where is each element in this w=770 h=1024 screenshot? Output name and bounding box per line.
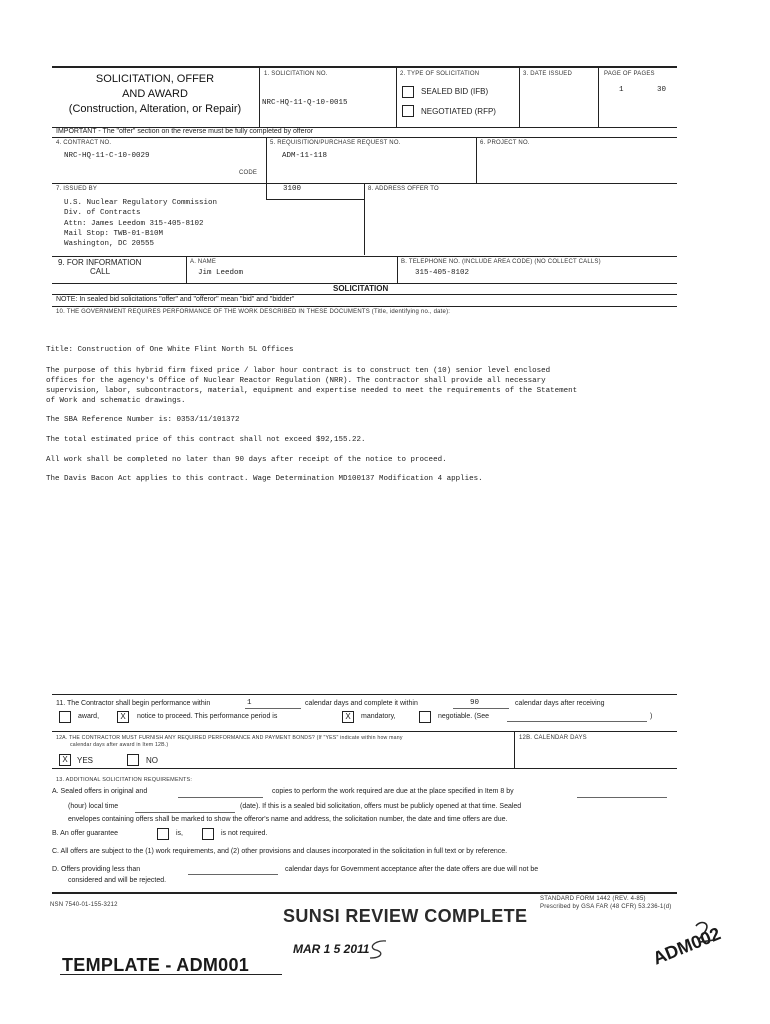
notice-to-proceed-checkbox[interactable]: X <box>117 711 129 723</box>
info-call-label-1: 9. FOR INFORMATION <box>58 258 142 267</box>
form-top-rule <box>52 66 677 68</box>
item-13a-text-1: A. Sealed offers in original and <box>52 788 148 795</box>
template-stamp-underline <box>60 974 282 975</box>
mandatory-label: mandatory, <box>361 713 396 720</box>
complete-days-line <box>453 708 509 709</box>
bonds-no-checkbox[interactable] <box>127 754 139 766</box>
solicitation-section-header: SOLICITATION <box>333 284 389 293</box>
contract-divider-2 <box>476 137 477 183</box>
guarantee-is-checkbox[interactable] <box>157 828 169 840</box>
local-time-line <box>135 812 235 813</box>
sba-reference: The SBA Reference Number is: 0353/11/101372 <box>46 416 240 424</box>
info-phone-label: B. TELEPHONE NO. (INCLUDE AREA CODE) (NO COLLECT CALLS) <box>401 259 601 265</box>
negotiable-checkbox[interactable] <box>419 711 431 723</box>
item-10-label: 10. THE GOVERNMENT REQUIRES PERFORMANCE OF THE WORK DESCRIBED IN THESE DOCUMENTS (Title, identifying no., date): <box>56 309 451 315</box>
purpose-line-2: offices for the agency's Office of Nuclear Reactor Regulation (NRR). The contractor shall provide all necessary <box>46 377 546 385</box>
item-13b-text-3: is not required. <box>221 830 268 837</box>
sealed-bid-note: NOTE: In sealed bid solicitations "offer" and "offeror" mean "bid" and "bidder" <box>56 296 295 303</box>
item-11-text-b: calendar days and complete it within <box>305 700 418 707</box>
project-no-label: 6. PROJECT NO. <box>480 140 530 146</box>
bonds-yes-checkbox[interactable]: X <box>59 754 71 766</box>
info-divider-2 <box>397 256 398 284</box>
item-12-top-rule <box>52 731 677 732</box>
purpose-paragraph <box>46 366 577 406</box>
due-by-line <box>577 797 667 798</box>
item-12-bottom-rule <box>52 768 677 769</box>
issuing-office-address <box>64 198 217 249</box>
mandatory-checkbox[interactable]: X <box>342 711 354 723</box>
item-11-top-rule <box>52 694 677 695</box>
negotiated-checkbox[interactable] <box>402 105 414 117</box>
item-12-divider <box>514 731 515 768</box>
contract-divider-1 <box>266 137 267 183</box>
info-phone-value: 315-405-8102 <box>415 269 470 277</box>
page-of-pages-label: PAGE OF PAGES <box>604 71 655 77</box>
address-line-2: Div. of Contracts <box>64 209 141 218</box>
solicitation-no-value: NRC-HQ-11-Q-10-0015 <box>262 99 348 107</box>
item-12a-label: 12A. THE CONTRACTOR MUST FURNISH ANY REQUIRED PERFORMANCE AND PAYMENT BONDS? (If "YES" indicate within how many <box>56 735 403 741</box>
complete-days-value: 90 <box>470 699 480 707</box>
item-13a-text-3: (hour) local time <box>68 803 119 810</box>
negotiated-label: NEGOTIATED (RFP) <box>421 107 496 116</box>
important-rule <box>52 137 677 138</box>
header-divider-4 <box>598 67 599 127</box>
completion-terms: All work shall be completed no later than 90 days after receipt of the notice to proceed. <box>46 456 447 464</box>
contract-no-label: 4. CONTRACT NO. <box>56 140 112 146</box>
purpose-line-1: The purpose of this hybrid firm fixed price / labor hour contract is to construct ten (10) senior level enclosed <box>46 367 551 375</box>
corner-adm-stamp: ADM002 <box>650 923 724 969</box>
sealed-bid-checkbox[interactable] <box>402 86 414 98</box>
header-divider-1 <box>259 67 260 127</box>
form-title-line-3: (Construction, Alteration, or Repair) <box>68 103 242 115</box>
address-line-3: Attn: James Leedom 315-405-8102 <box>64 219 204 228</box>
sunsi-review-stamp: SUNSI REVIEW COMPLETE <box>283 906 528 926</box>
code-box-bottom <box>266 199 364 200</box>
begin-days-value: 1 <box>247 699 252 707</box>
item-13a-text-2: copies to perform the work required are due at the place specified in Item 8 by <box>272 788 514 795</box>
item-12b-label: 12B. CALENDAR DAYS <box>519 735 587 741</box>
requisition-value: ADM-11-118 <box>282 152 328 160</box>
header-divider-2 <box>396 67 397 127</box>
negotiable-close-paren: ) <box>650 713 653 720</box>
type-of-solicitation-label: 2. TYPE OF SOLICITATION <box>400 71 480 77</box>
date-issued-label: 3. DATE ISSUED <box>523 71 573 77</box>
sealed-bid-label: SEALED BID (IFB) <box>421 87 489 96</box>
form-title <box>56 72 254 117</box>
code-box-left <box>266 183 267 199</box>
item-13-label: 13. ADDITIONAL SOLICITATION REQUIREMENTS: <box>56 777 193 783</box>
estimated-price: The total estimated price of this contract shall not exceed $92,155.22. <box>46 436 366 444</box>
award-checkbox[interactable] <box>59 711 71 723</box>
item-13b-text-2: is, <box>176 830 183 837</box>
handwritten-mark <box>690 920 720 946</box>
purpose-line-4: of Work and schematic drawings. <box>46 397 186 405</box>
work-title: Title: Construction of One White Flint North 5L Offices <box>46 346 294 354</box>
form-bottom-rule <box>52 892 677 894</box>
info-name-value: Jim Leedom <box>198 269 244 277</box>
total-pages: 30 <box>657 86 667 94</box>
item-12a-label-2: calendar days after award in Item 12B.) <box>70 742 169 748</box>
item-13d-text-1: D. Offers providing less than <box>52 866 141 873</box>
address-line-5: Washington, DC 20555 <box>64 240 155 249</box>
item-13d-text-3: considered and will be rejected. <box>68 877 167 884</box>
important-note: IMPORTANT - The "offer" section on the reverse must be fully completed by offeror <box>56 128 314 135</box>
purpose-line-3: supervision, labor, subcontractors, material, equipment and expertise needed to meet the requirements of the Statement <box>46 387 578 395</box>
date-stamp-flourish <box>364 938 394 962</box>
bonds-no-label: NO <box>146 756 158 765</box>
address-divider <box>364 183 365 255</box>
info-name-label: A. NAME <box>190 259 217 265</box>
item-13d-text-2: calendar days for Government acceptance after the date offers are due will not be <box>285 866 539 873</box>
item-13c-text: C. All offers are subject to the (1) work requirements, and (2) other provisions and clauses incorporated in the solicitation in full text or by reference. <box>52 848 508 855</box>
standard-form-number: STANDARD FORM 1442 (REV. 4-85) <box>540 896 646 902</box>
item-13a-text-5: envelopes containing offers shall be marked to show the offeror's name and address, the solicitation number, the date and time offers are due. <box>68 816 508 823</box>
issued-by-label: 7. ISSUED BY <box>56 186 98 192</box>
solicitation-header-rule <box>52 294 677 295</box>
note-rule <box>52 306 677 307</box>
prescribed-by: Prescribed by GSA FAR (48 CFR) 53.236-1(d) <box>540 904 672 910</box>
notice-to-proceed-label: notice to proceed. This performance period is <box>137 713 278 720</box>
address-line-4: Mail Stop: TWB-01-B10M <box>64 229 164 238</box>
info-divider-1 <box>186 256 187 284</box>
nsn-number: NSN 7540-01-155-3212 <box>50 902 118 908</box>
item-13a-text-4: (date). If this is a sealed bid solicitation, offers must be publicly opened at that time. Sealed <box>240 803 522 810</box>
contract-no-value: NRC-HQ-11-C-10-0029 <box>64 152 150 160</box>
info-call-label-2: CALL <box>90 267 111 276</box>
header-divider-3 <box>519 67 520 127</box>
acceptance-days-line <box>188 874 278 875</box>
negotiable-see-line <box>507 721 647 722</box>
item-11-text-c: calendar days after receiving <box>515 700 605 707</box>
requisition-label: 5. REQUISITION/PURCHASE REQUEST NO. <box>270 140 401 146</box>
address-line-1: U.S. Nuclear Regulatory Commission <box>64 199 218 207</box>
code-label: CODE <box>239 170 258 176</box>
davis-bacon-note: The Davis Bacon Act applies to this contract. Wage Determination MD100137 Modification 4 applies. <box>46 475 483 483</box>
stamp-date: MAR 1 5 2011 <box>293 942 370 956</box>
form-title-line-2: AND AWARD <box>122 88 188 100</box>
item-13b-text-1: B. An offer guarantee <box>52 830 119 837</box>
form-title-line-1: SOLICITATION, OFFER <box>95 73 215 85</box>
item-11-text-a: 11. The Contractor shall begin performance within <box>56 700 211 707</box>
solicitation-no-label: 1. SOLICITATION NO. <box>264 71 328 77</box>
negotiable-label: negotiable. (See <box>438 713 489 720</box>
award-label: award, <box>78 713 100 720</box>
page-number: 1 <box>619 86 624 94</box>
issued-by-code: 3100 <box>283 185 302 193</box>
guarantee-is-not-checkbox[interactable] <box>202 828 214 840</box>
begin-days-line <box>245 708 301 709</box>
address-offer-to-label: 8. ADDRESS OFFER TO <box>368 186 439 192</box>
issued-bottom-rule <box>52 256 677 257</box>
template-stamp: TEMPLATE - ADM001 <box>62 955 250 975</box>
bonds-yes-label: YES <box>77 756 94 765</box>
copies-line <box>178 797 263 798</box>
